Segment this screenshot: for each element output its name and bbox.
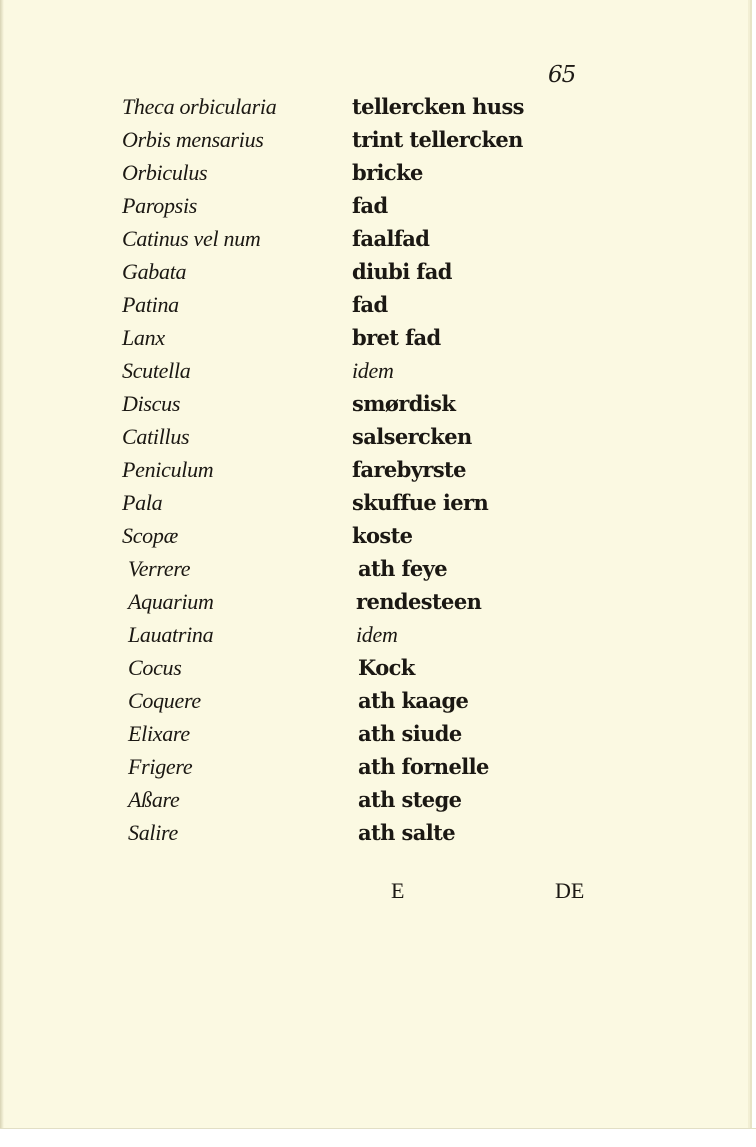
catchword: DE bbox=[555, 878, 585, 903]
latin-term: Cocus bbox=[128, 655, 182, 680]
latin-term: Lanx bbox=[122, 325, 165, 350]
page-number: 65 bbox=[548, 62, 576, 88]
list-item bbox=[0, 424, 750, 456]
latin-term: Scopæ bbox=[122, 523, 178, 548]
list-item bbox=[0, 589, 750, 621]
list-item bbox=[0, 721, 750, 753]
list-item bbox=[0, 820, 750, 852]
vernacular-term: fad bbox=[352, 193, 388, 218]
list-item bbox=[0, 787, 750, 819]
vernacular-term: salsercken bbox=[352, 424, 472, 449]
latin-term: Gabata bbox=[122, 259, 187, 284]
vernacular-term: koste bbox=[352, 523, 413, 548]
latin-term: Aquarium bbox=[128, 589, 214, 614]
latin-term: Orbiculus bbox=[122, 160, 208, 185]
vernacular-term: diubi fad bbox=[352, 259, 452, 284]
vernacular-term: ath stege bbox=[358, 787, 462, 812]
vernacular-term: ath fornelle bbox=[358, 754, 489, 779]
vernacular-term: tellercken huss bbox=[352, 94, 524, 119]
vernacular-term: ath siude bbox=[358, 721, 462, 746]
list-item bbox=[0, 94, 750, 126]
latin-term: Frigere bbox=[128, 754, 193, 779]
vernacular-term: smørdisk bbox=[352, 391, 456, 416]
list-item bbox=[0, 754, 750, 786]
list-item bbox=[0, 688, 750, 720]
vernacular-term: skuffue iern bbox=[352, 490, 489, 515]
list-item bbox=[0, 523, 750, 555]
list-item bbox=[0, 655, 750, 687]
vernacular-term: rendesteen bbox=[356, 589, 482, 614]
latin-term: Elixare bbox=[128, 721, 190, 746]
vernacular-term: ath salte bbox=[358, 820, 455, 845]
list-item bbox=[0, 391, 750, 423]
list-item bbox=[0, 193, 750, 225]
vernacular-term: farebyrste bbox=[352, 457, 466, 482]
vernacular-term: bret fad bbox=[352, 325, 441, 350]
list-item bbox=[0, 556, 750, 588]
vernacular-term: faalfad bbox=[352, 226, 430, 251]
list-item bbox=[0, 490, 750, 522]
list-item bbox=[0, 127, 750, 159]
latin-term: Catinus vel num bbox=[122, 226, 261, 251]
latin-term: Discus bbox=[122, 391, 181, 416]
vernacular-term: idem bbox=[356, 622, 398, 647]
latin-term: Catillus bbox=[122, 424, 190, 449]
latin-term: Theca orbicularia bbox=[122, 94, 277, 119]
list-item bbox=[0, 259, 750, 291]
latin-term: Salire bbox=[128, 820, 178, 845]
vernacular-term: trint tellercken bbox=[352, 127, 523, 152]
latin-term: Aßare bbox=[128, 787, 180, 812]
vernacular-term: idem bbox=[352, 358, 394, 383]
latin-term: Pala bbox=[122, 490, 163, 515]
list-item bbox=[0, 622, 750, 654]
latin-term: Orbis mensarius bbox=[122, 127, 264, 152]
vernacular-term: ath kaage bbox=[358, 688, 469, 713]
signature-mark: E bbox=[391, 878, 405, 903]
vernacular-term: bricke bbox=[352, 160, 423, 185]
latin-term: Verrere bbox=[128, 556, 191, 581]
list-item bbox=[0, 325, 750, 357]
latin-term: Patina bbox=[122, 292, 179, 317]
latin-term: Peniculum bbox=[122, 457, 214, 482]
latin-term: Paropsis bbox=[122, 193, 198, 218]
scan-margin bbox=[0, 1128, 756, 1147]
list-item bbox=[0, 160, 750, 192]
latin-term: Lauatrina bbox=[128, 622, 214, 647]
vernacular-term: fad bbox=[352, 292, 388, 317]
list-item bbox=[0, 358, 750, 390]
latin-term: Coquere bbox=[128, 688, 201, 713]
latin-term: Scutella bbox=[122, 358, 191, 383]
list-item bbox=[0, 457, 750, 489]
vernacular-term: ath feye bbox=[358, 556, 448, 581]
vernacular-term: Kock bbox=[358, 655, 415, 680]
list-item bbox=[0, 292, 750, 324]
list-item bbox=[0, 226, 750, 258]
